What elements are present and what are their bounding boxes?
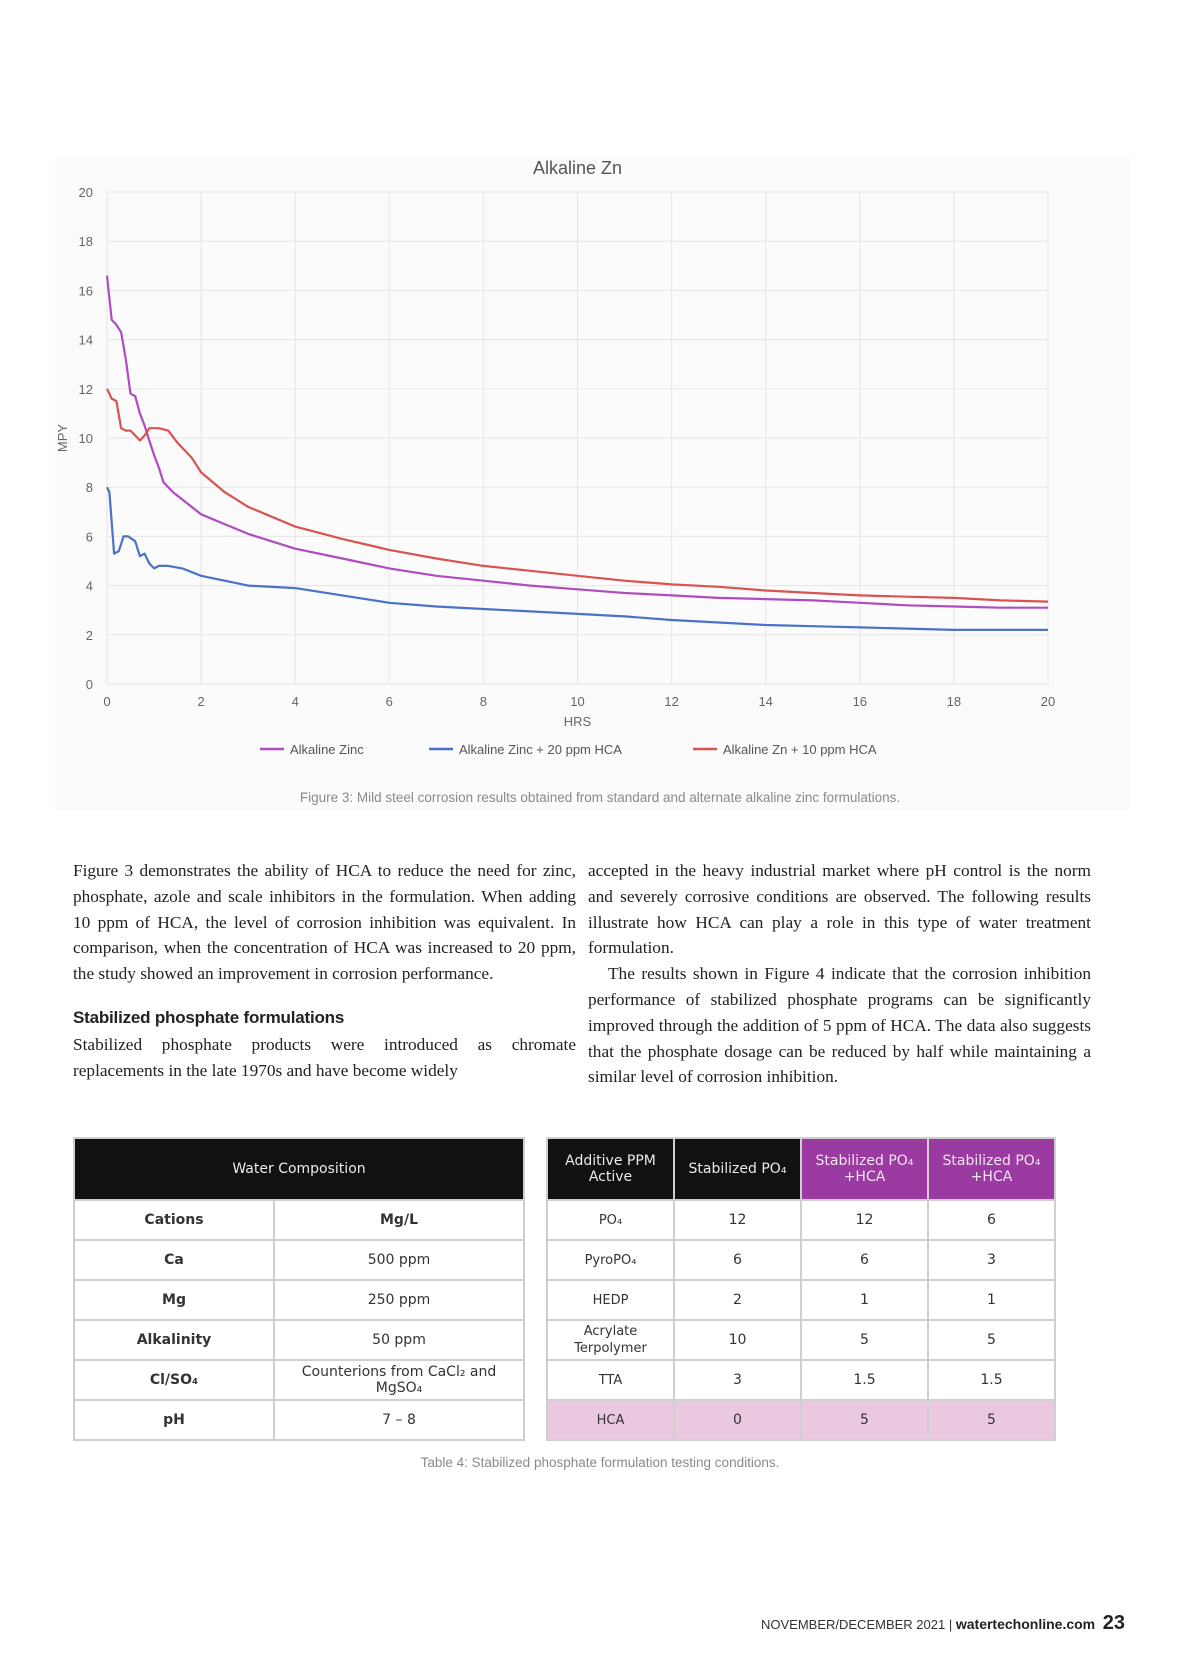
table-cell: Acrylate Terpolymer — [547, 1320, 674, 1360]
table-cell: Ca — [74, 1240, 274, 1280]
additive-header: Stabilized PO₄ +HCA — [928, 1138, 1055, 1200]
page-number: 23 — [1102, 1612, 1125, 1634]
table-cell: PO₄ — [547, 1200, 674, 1240]
table-cell: 50 ppm — [274, 1320, 524, 1360]
x-tick-label: 4 — [291, 694, 299, 709]
left-column — [73, 858, 576, 1084]
water-composition-table — [73, 1137, 525, 1441]
table-cell: TTA — [547, 1360, 674, 1400]
figure-caption: Figure 3: Mild steel corrosion results obtained from standard and alternate alkaline zinc formulations. — [299, 790, 901, 805]
table-cell: HCA — [547, 1400, 674, 1440]
legend-label: Alkaline Zn + 10 ppm HCA — [723, 742, 877, 757]
table-cell: 3 — [928, 1240, 1055, 1280]
additive-header: Stabilized PO₄ +HCA — [801, 1138, 928, 1200]
x-tick-label: 12 — [664, 694, 679, 709]
table-row — [547, 1400, 1055, 1440]
table-cell: 6 — [801, 1240, 928, 1280]
table-cell: 5 — [928, 1400, 1055, 1440]
table-cell: pH — [74, 1400, 274, 1440]
table-row — [74, 1280, 524, 1320]
y-tick-label: 2 — [85, 627, 93, 643]
water-table-title: Water Composition — [74, 1138, 524, 1200]
x-tick-label: 18 — [946, 694, 962, 709]
table-caption: Table 4: Stabilized phosphate formulation testing conditions. — [420, 1455, 780, 1470]
additive-header: Stabilized PO₄ — [674, 1138, 801, 1200]
table-row — [74, 1320, 524, 1360]
x-tick-label: 6 — [385, 694, 393, 709]
table-cell: 0 — [674, 1400, 801, 1440]
y-axis-label: MPY — [55, 423, 70, 453]
table-row — [547, 1320, 1055, 1360]
table-row — [547, 1280, 1055, 1320]
x-tick-label: 14 — [758, 694, 773, 709]
table-cell: HEDP — [547, 1280, 674, 1320]
y-tick-label: 18 — [78, 234, 93, 250]
y-tick-label: 4 — [85, 578, 93, 594]
table-cell: 5 — [801, 1400, 928, 1440]
right-paragraph-1: accepted in the heavy industrial market where pH control is the norm and severely corrosive conditions are observed. The following results illustrate how HCA can play a role in this type of water treatment formulation. — [588, 861, 1091, 958]
figure-3-chart — [55, 155, 1130, 810]
water-col-header: Mg/L — [274, 1200, 524, 1240]
right-paragraph-2: The results shown in Figure 4 indicate that the corrosion inhibition performance of stabilized phosphate programs can be significantly improved through the addition of 5 ppm of HCA. The data also suggests that the phosphate dosage can be reduced by half while maintaining a similar level of corrosion inhibition. — [588, 964, 1091, 1087]
table-row — [547, 1200, 1055, 1240]
y-tick-label: 14 — [78, 332, 93, 348]
x-tick-label: 10 — [570, 694, 585, 709]
table-cell: 6 — [674, 1240, 801, 1280]
water-col-header: Cations — [74, 1200, 274, 1240]
section-heading: Stabilized phosphate formulations — [73, 1007, 345, 1027]
left-paragraph-1: Figure 3 demonstrates the ability of HCA to reduce the need for zinc, phosphate, azole and scale inhibitors in the formulation. When adding 10 ppm of HCA, the level of corrosion inhibition was equivalent. In comparison, when the concentration of HCA was increased to 20 ppm, the study showed an improvement in corrosion performance. — [73, 861, 576, 984]
y-tick-label: 12 — [78, 381, 93, 397]
table-cell: 1 — [801, 1280, 928, 1320]
left-paragraph-2: Stabilized phosphate products were introduced as chromate replacements in the late 1970s and have become widely — [73, 1034, 576, 1080]
site-name: watertechonline.com — [955, 1616, 1096, 1632]
table-cell: PyroPO₄ — [547, 1240, 674, 1280]
footer-separator: | — [948, 1617, 953, 1632]
table-cell: 250 ppm — [274, 1280, 524, 1320]
additive-header: Additive PPM Active — [547, 1138, 674, 1200]
table-cell: 7 – 8 — [274, 1400, 524, 1440]
x-tick-label: 8 — [479, 694, 488, 709]
table-cell: 500 ppm — [274, 1240, 524, 1280]
y-tick-label: 20 — [78, 185, 93, 200]
table-cell: 5 — [928, 1320, 1055, 1360]
y-tick-label: 8 — [85, 480, 93, 496]
table-cell: Alkalinity — [74, 1320, 274, 1360]
legend-label: Alkaline Zinc — [290, 742, 364, 757]
table-cell: 6 — [928, 1200, 1055, 1240]
y-tick-label: 16 — [78, 283, 93, 299]
chart-svg — [55, 155, 1130, 810]
additive-table-body — [547, 1200, 1055, 1440]
table-cell: 1.5 — [801, 1360, 928, 1400]
table-cell: 1 — [928, 1280, 1055, 1320]
right-column — [588, 858, 1091, 1090]
x-tick-label: 20 — [1040, 694, 1056, 709]
table-cell: 3 — [674, 1360, 801, 1400]
table-row — [74, 1400, 524, 1440]
table-cell: Cl/SO₄ — [74, 1360, 274, 1400]
table-cell: 1.5 — [928, 1360, 1055, 1400]
page-footer — [761, 1612, 1125, 1635]
chart-title: Alkaline Zn — [532, 158, 623, 178]
table-cell: Mg — [74, 1280, 274, 1320]
table-cell: Counterions from CaCl₂ and MgSO₄ — [274, 1360, 524, 1400]
x-tick-label: 16 — [852, 694, 868, 709]
table-row — [74, 1360, 524, 1400]
y-tick-label: 10 — [78, 431, 93, 446]
table-cell: 5 — [801, 1320, 928, 1360]
table-cell: 2 — [674, 1280, 801, 1320]
legend-label: Alkaline Zinc + 20 ppm HCA — [459, 742, 622, 757]
x-tick-label: 0 — [103, 694, 111, 709]
table-row — [547, 1240, 1055, 1280]
table-cell: 10 — [674, 1320, 801, 1360]
y-tick-label: 0 — [85, 677, 93, 692]
y-tick-label: 6 — [85, 529, 93, 545]
x-tick-label: 2 — [197, 694, 205, 709]
additive-table — [546, 1137, 1056, 1441]
x-axis-label: HRS — [563, 714, 592, 729]
table-row — [547, 1360, 1055, 1400]
table-cell: 12 — [801, 1200, 928, 1240]
table-row — [74, 1240, 524, 1280]
table-cell: 12 — [674, 1200, 801, 1240]
issue-date: NOVEMBER/DECEMBER 2021 — [760, 1617, 946, 1632]
